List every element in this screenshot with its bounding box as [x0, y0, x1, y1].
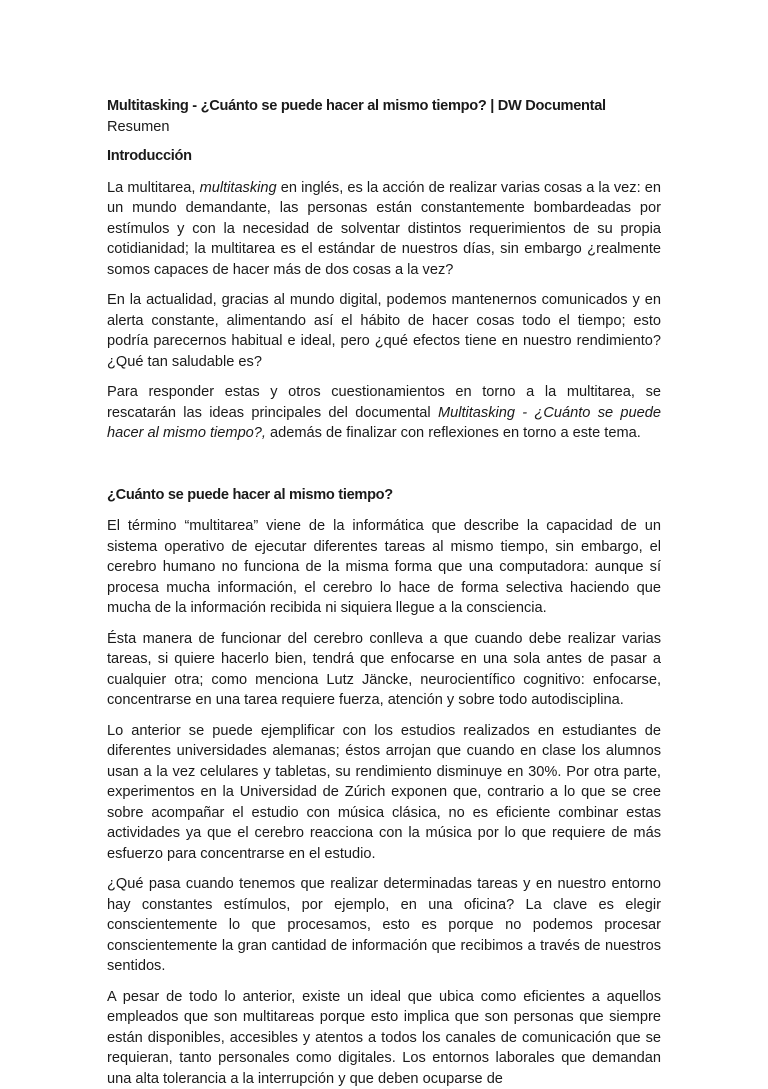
intro-paragraph-1	[107, 178, 661, 281]
section-spacer	[107, 454, 661, 485]
document-title: Multitasking - ¿Cuánto se puede hacer al mismo tiempo? | DW Documental	[107, 96, 661, 117]
section-paragraph-3: Lo anterior se puede ejemplificar con los estudios realizados en estudiantes de diferentes universidades alemanas; éstos arrojan que cuando en clase los alumnos usan a la vez celulares y tabletas, su rendimiento disminuye en 30%. Por otra parte, experimentos en la Universidad de Zúrich exponen que, contrario a lo que se cree sobre acompañar el estudio con música clásica, no es eficiente combinar estas actividades ya que el cerebro reacciona con la música por lo que requiere de más esfuerzo para concentrarse en el estudio.	[107, 721, 661, 865]
intro-heading: Introducción	[107, 146, 661, 167]
intro-paragraph-3	[107, 382, 661, 444]
document-subtitle: Resumen	[107, 117, 661, 138]
intro-paragraph-1-italic: multitasking	[200, 180, 277, 196]
section-paragraph-5: A pesar de todo lo anterior, existe un ideal que ubica como eficientes a aquellos empleados que son multitareas porque esto implica que son personas que siempre están disponibles, accesibles y atentos a todos los canales de comunicación que se requieran, tanto personales como digitales. Los entornos laborales que demandan una alta tolerancia a la interrupción y que deben ocuparse de	[107, 987, 661, 1089]
intro-paragraph-3-text-c: además de finalizar con reflexiones en torno a este tema.	[266, 425, 641, 441]
intro-paragraph-3-text-a: Para responder estas y otros cuestionamientos en torno a la multitarea, se rescatarán las ideas principales del documental	[107, 384, 661, 421]
section-heading: ¿Cuánto se puede hacer al mismo tiempo?	[107, 485, 661, 506]
intro-paragraph-1-text-c: en inglés, es la acción de realizar varias cosas a la vez: en un mundo demandante, las personas están constantemente bombardeadas por estímulos y con la necesidad de solventar distintos requerimientos de su propia cotidianidad; la multitarea es el estándar de nuestros días, sin embargo ¿realmente somos capaces de hacer más de dos cosas a la vez?	[107, 180, 661, 278]
section-paragraph-2: Ésta manera de funcionar del cerebro conlleva a que cuando debe realizar varias tareas, si quiere hacerlo bien, tendrá que enfocarse en una sola antes de pasar a cualquier otra; como menciona Lutz Jäncke, neurocientífico cognitivo: enfocarse, concentrarse en una tarea requiere fuerza, atención y sobre todo autodisciplina.	[107, 629, 661, 711]
intro-paragraph-3-italic: Multitasking - ¿Cuánto se puede hacer al mismo tiempo?,	[107, 405, 661, 442]
intro-paragraph-1-text-a: La multitarea,	[107, 180, 200, 196]
section-paragraph-4: ¿Qué pasa cuando tenemos que realizar determinadas tareas y en nuestro entorno hay constantes estímulos, por ejemplo, en una oficina? La clave es elegir conscientemente lo que procesamos, esto es porque no podemos procesar conscientemente la gran cantidad de información que recibimos a través de nuestros sentidos.	[107, 874, 661, 977]
section-paragraph-1: El término “multitarea” viene de la informática que describe la capacidad de un sistema operativo de ejecutar diferentes tareas al mismo tiempo, sin embargo, el cerebro humano no funciona de la misma forma que una computadora: aunque sí procesa mucha información, el cerebro lo hace de forma selectiva haciendo que mucha de la información recibida ni siquiera llegue a la consciencia.	[107, 516, 661, 619]
intro-paragraph-2: En la actualidad, gracias al mundo digital, podemos mantenernos comunicados y en alerta constante, alimentando así el hábito de hacer cosas todo el tiempo; esto podría parecernos habitual e ideal, pero ¿qué efectos tiene en nuestro rendimiento? ¿Qué tan saludable es?	[107, 290, 661, 372]
